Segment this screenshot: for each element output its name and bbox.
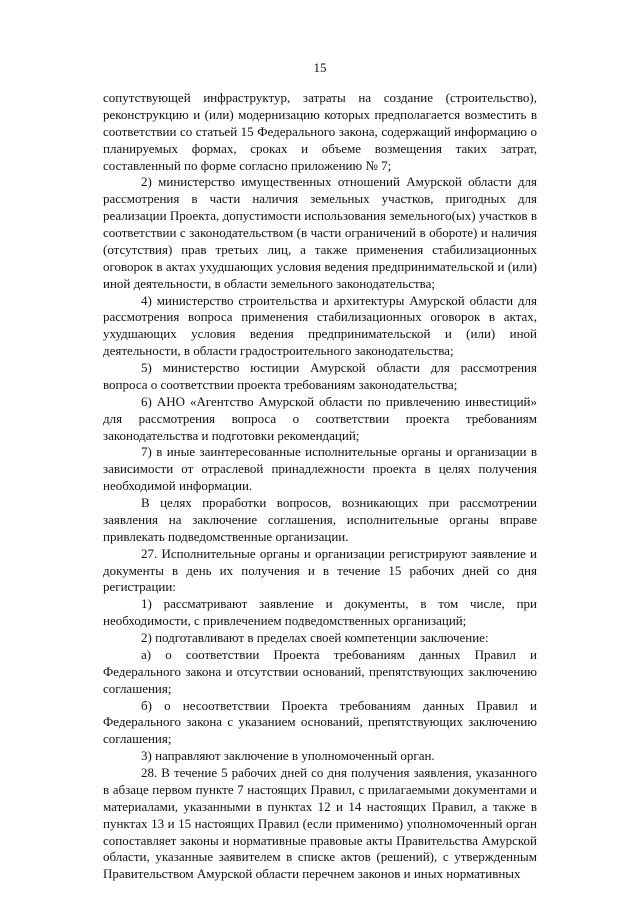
paragraph-section-27: 27. Исполнительные органы и организации регистрируют заявление и документы в день их получения и в течение 15 рабочих дней со дня регистрации:: [103, 545, 537, 595]
page-number: 15: [313, 60, 327, 75]
paragraph-27-item-2: 2) подготавливают в пределах своей компетенции заключение:: [141, 630, 489, 645]
paragraph-27-item-2a: а) о соответствии Проекта требованиям данных Правил и Федерального закона и отсутствии оснований, препятствующих заключению соглашения;: [103, 646, 537, 696]
paragraph-subordinate-orgs: В целях проработки вопросов, возникающих при рассмотрении заявления на заключение соглашения, исполнительные органы вправе привлекать подведомственные организации.: [103, 495, 537, 544]
paragraph-continuation: сопутствующей инфраструктур, затраты на создание (строительство), реконструкцию и (или) модернизацию которых предполагается возместить в соответствии со статьей 15 Федерального закона, содержащий информацию о планируемых формах, сроках и объеме возмещения таких затрат, составленный по форме согласно приложению № 7;: [103, 90, 537, 173]
paragraph-item-5: 5) министерство юстиции Амурской области для рассмотрения вопроса о соответствии проекта требованиям законодательства;: [103, 360, 537, 392]
paragraph-item-2: 2) министерство имущественных отношений Амурской области для рассмотрения в части наличия земельных участков, пригодных для реализации Проекта, допустимости использования земельного(ых) участков в соответствии с законодательством (в части ограничений в обороте) и наличия (отсутствия) прав третьих лиц, а также применения стабилизационных оговорок в актах ухудшающих условия ведения предпринимательской и (или) иной деятельности, в области земельного законодательства;: [103, 174, 537, 291]
paragraph-item-7: 7) в иные заинтересованные исполнительные органы и организации в зависимости от отраслевой принадлежности проекта в целях получения необходимой информации.: [103, 444, 537, 494]
paragraph-27-item-1: 1) рассматривают заявление и документы, в том числе, при необходимости, с привлечением подведомственных организаций;: [103, 596, 537, 629]
document-body: [103, 90, 537, 883]
paragraph-27-item-2b: б) о несоответствии Проекта требованиям данных Правил и Федерального закона с указанием оснований, препятствующих заключению соглашения;: [103, 697, 537, 747]
paragraph-section-28: 28. В течение 5 рабочих дней со дня получения заявления, указанного в абзаце первом пункте 7 настоящих Правил, с прилагаемыми документами и материалами, указанными в пунктах 12 и 14 настоящих Правил, а также в пунктах 13 и 15 настоящих Правил (если применимо) уполномоченный орган сопоставляет законы и нормативные правовые акты Правительства Амурской области, указанные заявителем в списке актов (решений), с утвержденным Правительством Амурской области перечнем законов и иных нормативных: [103, 765, 537, 882]
paragraph-item-4: 4) министерство строительства и архитектуры Амурской области для рассмотрения вопроса применения стабилизационных оговорок в актах, ухудшающих условия ведения предпринимательской и (или) иной деятельности, в области градостроительного законодательства;: [103, 292, 537, 359]
paragraph-27-item-3: 3) направляют заключение в уполномоченный орган.: [141, 748, 435, 764]
paragraph-item-6: 6) АНО «Агентство Амурской области по привлечению инвестиций» для рассмотрения вопроса о соответствии проекта требованиям законодательства и подготовки рекомендаций;: [103, 393, 537, 443]
